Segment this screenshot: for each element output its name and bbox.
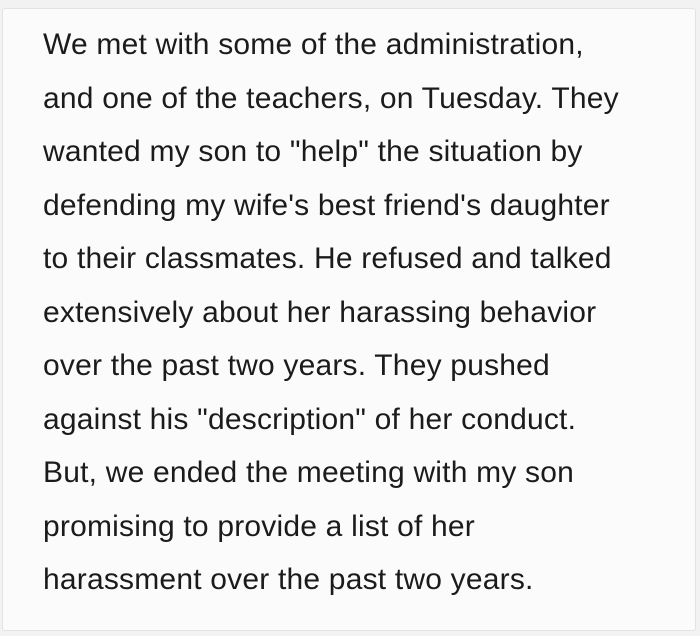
story-text-line: over the past two years. They pushed [43, 349, 550, 382]
story-text-line: and one of the teachers, on Tuesday. They [43, 81, 619, 115]
story-text-line: harassment over the past two years. [43, 563, 534, 596]
story-text [3, 18, 695, 607]
story-text-line: We met with some of the administration, [43, 28, 584, 61]
story-text-line: extensively about her harassing behavior [43, 295, 597, 329]
story-card [2, 8, 696, 631]
story-text-line: against his "description" of her conduct. [43, 402, 577, 436]
story-text-line: wanted my son to "help" the situation by [43, 135, 583, 168]
story-text-line: promising to provide a list of her [43, 509, 476, 543]
story-text-line: to their classmates. He refused and talked [43, 242, 612, 275]
story-text-line: But, we ended the meeting with my son [43, 456, 575, 489]
story-text-line: defending my wife's best friend's daughter [43, 188, 610, 222]
